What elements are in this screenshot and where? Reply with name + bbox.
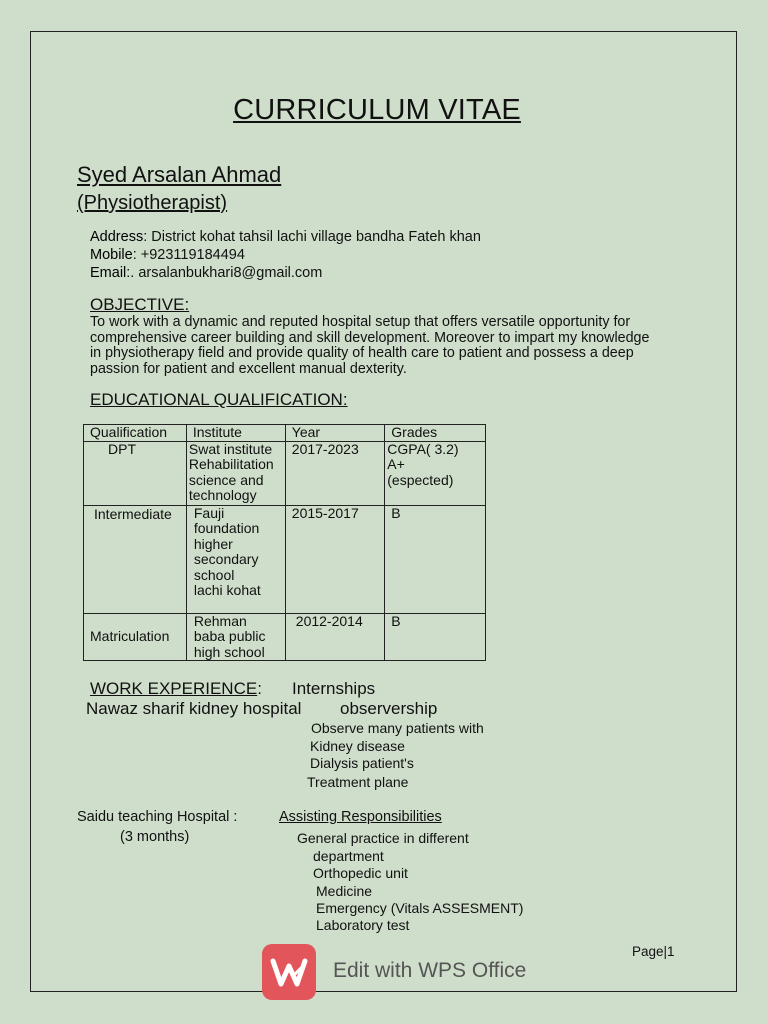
email-line (90, 265, 322, 281)
mobile-line (90, 247, 245, 263)
address-label: Address (90, 229, 144, 245)
wps-w-icon (262, 944, 316, 1000)
list-item: Treatment plane (307, 774, 409, 790)
work-experience-colon: : (257, 679, 262, 698)
table-cell: B (385, 613, 486, 661)
document-title: CURRICULUM VITAE (233, 94, 521, 126)
table-cell: 2012-2014 (285, 613, 384, 661)
table-header-row (84, 425, 486, 442)
table-cell: Intermediate (84, 505, 187, 613)
table-header: Qualification (84, 425, 187, 442)
education-heading: EDUCATIONAL QUALIFICATION: (90, 390, 348, 409)
list-item: department (313, 848, 384, 864)
candidate-role: (Physiotherapist) (77, 192, 228, 214)
edit-with-wps-link[interactable]: Edit with WPS Office (333, 959, 527, 982)
education-table (83, 424, 486, 661)
table-cell: DPT (84, 441, 187, 505)
table-cell: 2015-2017 (285, 505, 384, 613)
email-value: :. arsalanbukhari8@gmail.com (126, 265, 323, 281)
list-item: General practice in different (297, 830, 469, 846)
table-cell: Swat institute Rehabilitation science and technology (186, 441, 285, 505)
list-item: Laboratory test (316, 917, 410, 933)
table-header: Grades (385, 425, 486, 442)
table-row (84, 613, 486, 661)
internships-label: Internships (292, 679, 376, 698)
list-item: Orthopedic unit (313, 865, 408, 881)
address-line (90, 229, 481, 245)
table-header: Year (285, 425, 384, 442)
candidate-name: Syed Arsalan Ahmad (77, 162, 282, 187)
table-cell: CGPA( 3.2) A+ (espected) (385, 441, 486, 505)
hospital1-type: observership (340, 699, 438, 718)
hospital2-duration: (3 months) (120, 829, 190, 845)
hospital1-name: Nawaz sharif kidney hospital (86, 699, 302, 718)
table-cell: B (385, 505, 486, 613)
list-item: Emergency (Vitals ASSESMENT) (316, 900, 524, 916)
table-row (84, 441, 486, 505)
mobile-label: Mobile (90, 247, 133, 263)
work-experience-heading (90, 679, 262, 699)
list-item: Medicine (316, 883, 373, 899)
mobile-value: : +923119184494 (132, 247, 245, 263)
table-row (84, 505, 486, 613)
hospital2-name: Saidu teaching Hospital : (77, 809, 238, 825)
list-item: Kidney disease (310, 738, 405, 754)
table-cell: Rehman baba public high school (186, 613, 285, 661)
email-label: Email (90, 265, 127, 281)
address-value: : District kohat tahsil lachi village bandha Fateh khan (143, 229, 481, 245)
table-cell: Fauji foundation higher secondary school lachi kohat (186, 505, 285, 613)
list-item: Dialysis patient's (310, 755, 414, 771)
list-item: Observe many patients with (311, 720, 484, 736)
table-cell: 2017-2023 (285, 441, 384, 505)
work-experience-label: WORK EXPERIENCE (90, 679, 258, 698)
hospital2-type: Assisting Responsibilities (279, 809, 442, 825)
page-number: Page|1 (632, 944, 675, 959)
objective-text: To work with a dynamic and reputed hospital setup that offers versatile opportunity for comprehensive career building and skill development. Moreover to impart my knowledge in physiotherapy field and provide quality of health care to patient and possess a deep passion for patient and excellent manual dexterity. (90, 314, 650, 377)
wps-logo-icon[interactable] (262, 944, 316, 1000)
table-cell: Matriculation (84, 613, 187, 661)
objective-heading: OBJECTIVE: (90, 295, 190, 314)
table-header: Institute (186, 425, 285, 442)
